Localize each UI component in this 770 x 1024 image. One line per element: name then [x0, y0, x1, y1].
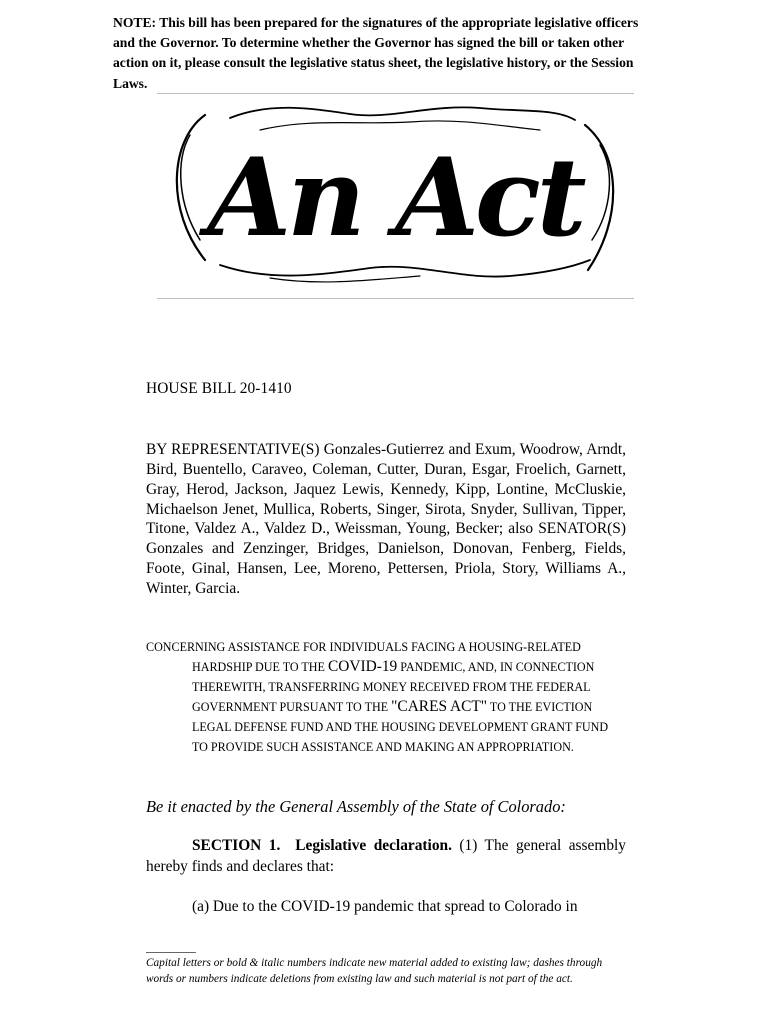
bill-title-part-2: PANDEMIC, AND, IN CONNECTION THEREWITH, TRANSFERRING MONEY RECEIVED FROM THE FEDERAL GOVERNMENT PURSUANT TO THE: [192, 660, 595, 714]
bill-title-part-3: TO THE EVICTION LEGAL DEFENSE FUND AND THE HOUSING DEVELOPMENT GRANT FUND TO PROVIDE SUCH ASSISTANCE AND MAKING AN APPROPRIATION.: [192, 700, 609, 754]
bill-number: HOUSE BILL 20-1410: [146, 380, 292, 397]
section-1-caption: Legislative declaration.: [295, 837, 452, 854]
footnote-divider: [146, 952, 196, 953]
section-1-heading: SECTION 1.: [192, 837, 281, 854]
header-divider-bottom: [157, 298, 634, 299]
an-act-emblem: [160, 100, 630, 290]
subsection-a: (a) Due to the COVID-19 pandemic that spread to Colorado in: [192, 898, 578, 915]
bill-title-covid: COVID-19: [327, 658, 398, 675]
an-act-lettering: An Act: [207, 135, 583, 261]
header-divider-top: [157, 93, 634, 94]
enacting-clause: Be it enacted by the General Assembly of the State of Colorado:: [146, 797, 566, 816]
bill-title-part-1: CONCERNING ASSISTANCE FOR INDIVIDUALS FACING A HOUSING-RELATED HARDSHIP DUE TO THE: [146, 640, 581, 674]
section-1: [146, 836, 626, 877]
bill-title-cares: "CARES ACT": [391, 698, 488, 715]
footnote: Capital letters or bold & italic numbers indicate new material added to existing law; dashes through words or numbers indicate deletions from existing law and such material is not part of the act.: [146, 957, 603, 986]
bill-title: [146, 637, 626, 757]
bill-sponsors: BY REPRESENTATIVE(S) Gonzales-Gutierrez and Exum, Woodrow, Arndt, Bird, Buentello, Caraveo, Coleman, Cutter, Duran, Esgar, Froelich, Garnett, Gray, Herod, Jackson, Jaquez Lewis, Kennedy, Kipp, Lontine, McCluskie, Michaelson Jenet, Mullica, Roberts, Singer, Sirota, Snyder, Sullivan, Tipper, Titone, Valdez A., Valdez D., Weissman, Young, Becker; also SENATOR(S) Gonzales and Zenzinger, Bridges, Danielson, Donovan, Fenberg, Fields, Foote, Ginal, Hansen, Lee, Moreno, Pettersen, Priola, Story, Williams A., Winter, Garcia.: [146, 441, 626, 597]
governor-signature-note: NOTE: This bill has been prepared for the signatures of the appropriate legislative officers and the Governor. To determine whether the Governor has signed the bill or taken other action on it, please consult the legislative status sheet, the legislative history, or the Session Laws.: [113, 15, 639, 91]
section-1-text: (1) The general assembly hereby finds and declares that:: [146, 837, 626, 875]
